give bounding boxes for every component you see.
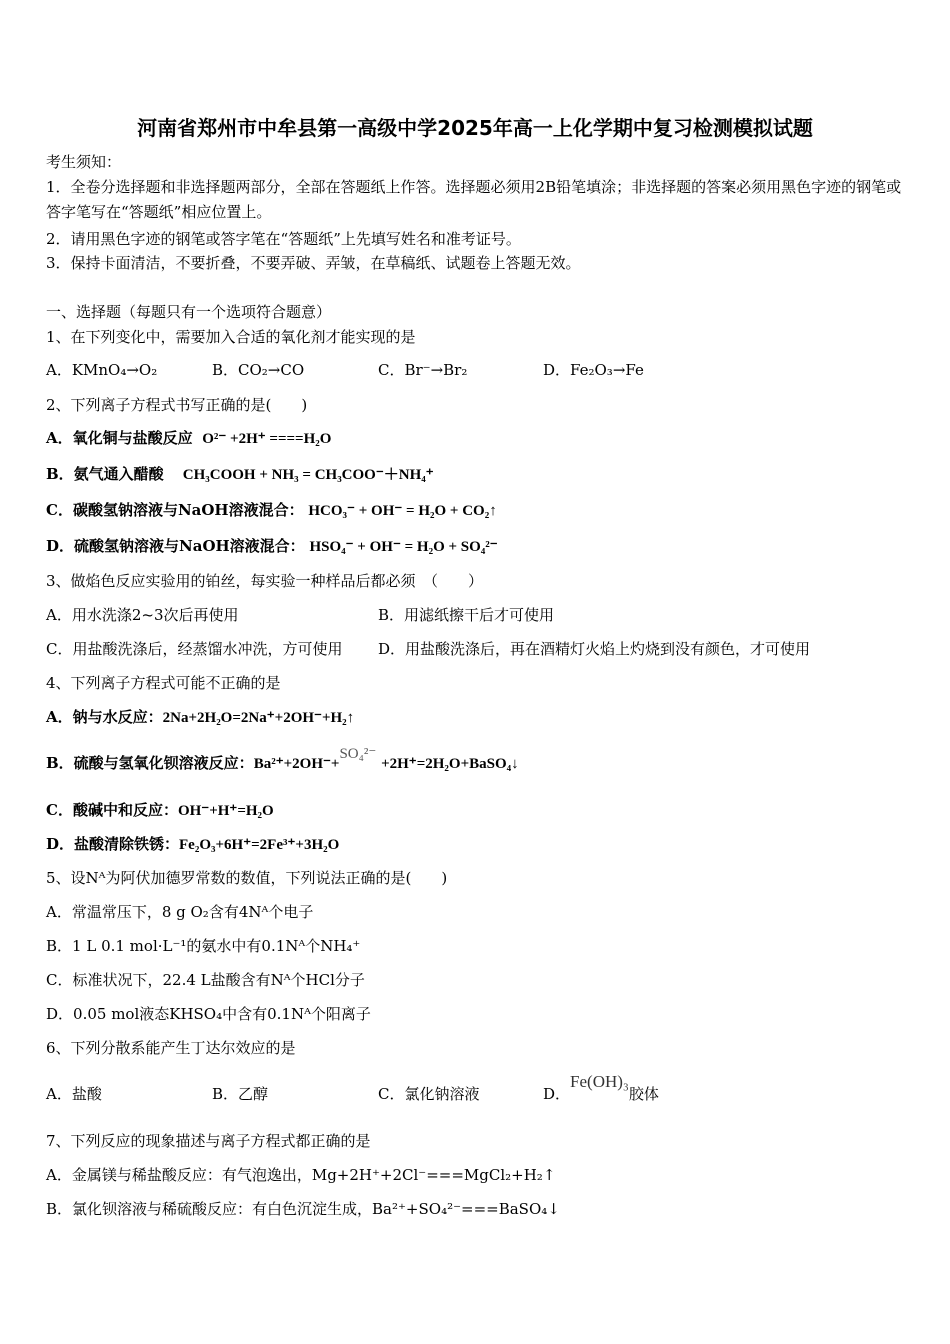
q2-b-label: B．氨气通入醋酸 xyxy=(46,465,164,483)
q4-c-label: C．酸碱中和反应： xyxy=(46,801,178,819)
q2-option-b xyxy=(46,464,434,485)
q2-a-label: A．氧化铜与盐酸反应 xyxy=(46,429,193,447)
notice-item-2: 2．请用黑色字迹的钢笔或答字笔在“答题纸”上先填写姓名和准考证号。 xyxy=(46,230,521,248)
q6-d-formula: Fe(OH)₃ xyxy=(570,1072,629,1091)
notice-heading: 考生须知： xyxy=(46,153,122,171)
q4-a-label: A．钠与水反应： xyxy=(46,708,163,726)
q2-option-d xyxy=(46,536,498,557)
page-title: 河南省郑州市中牟县第一高级中学2025年高一上化学期中复习检测模拟试题 xyxy=(137,116,813,140)
q3-option-b: B．用滤纸擦干后才可使用 xyxy=(378,606,555,624)
q6-option-b: B．乙醇 xyxy=(212,1085,269,1103)
notice-item-1: 1．全卷分选择题和非选择题两部分，全部在答题纸上作答。选择题必须用2B铅笔填涂；非选择题的答案必须用黑色字迹的钢笔或答字笔写在“答题纸”相应位置上。 xyxy=(46,178,902,221)
q7-stem: 7、下列反应的现象描述与离子方程式都正确的是 xyxy=(46,1132,371,1150)
q4-b-label: B．硫酸与氢氧化钡溶液反应： xyxy=(46,754,254,772)
q1-option-a: A．KMnO₄→O₂ xyxy=(46,361,158,379)
q1-option-c: C．Br⁻→Br₂ xyxy=(378,361,468,379)
q2-c-equation: HCO₃⁻ + OH⁻ = H₂O + CO₂↑ xyxy=(308,503,497,519)
q4-option-b xyxy=(46,746,519,774)
q1-option-d: D．Fe₂O₃→Fe xyxy=(543,361,644,379)
q4-b-equation-part1: Ba²⁺+2OH⁻+ xyxy=(253,756,340,772)
q6-option-d xyxy=(543,1072,659,1104)
q2-b-equation: CH₃COOH + NH₃ = CH₃COO⁻＋NH₄⁺ xyxy=(182,467,434,483)
section-heading: 一、选择题（每题只有一个选项符合题意） xyxy=(46,303,332,321)
q3-stem: 3、做焰色反应实验用的铂丝，每实验一种样品后都必须 （ ） xyxy=(46,572,484,590)
q4-a-equation: 2Na+2H₂O=2Na⁺+2OH⁻+H₂↑ xyxy=(162,710,355,726)
q5-option-b: B．1 L 0.1 mol·L⁻¹的氨水中有0.1Nᴬ个NH₄⁺ xyxy=(46,937,361,955)
q4-stem: 4、下列离子方程式可能不正确的是 xyxy=(46,674,281,692)
q2-d-equation: HSO₄⁻ + OH⁻ = H₂O + SO₄²⁻ xyxy=(309,539,498,555)
q6-option-c: C．氯化钠溶液 xyxy=(378,1085,480,1103)
q4-option-a xyxy=(46,707,354,728)
q4-c-equation: OH⁻+H⁺=H₂O xyxy=(177,803,274,819)
q2-stem: 2、下列离子方程式书写正确的是( ) xyxy=(46,396,308,414)
q3-option-d: D．用盐酸洗涤后，再在酒精灯火焰上灼烧到没有颜色，才可使用 xyxy=(378,640,811,658)
q4-option-c xyxy=(46,800,274,821)
q6-d-suffix: 胶体 xyxy=(628,1085,659,1103)
notice-item-3: 3．保持卡面清洁，不要折叠，不要弄破、弄皱，在草稿纸、试题卷上答题无效。 xyxy=(46,254,581,272)
q7-option-a: A．金属镁与稀盐酸反应：有气泡逸出，Mg+2H⁺+2Cl⁻===MgCl₂+H₂↑ xyxy=(46,1166,556,1184)
q4-b-equation-part2: +2H⁺=2H₂O+BaSO₄↓ xyxy=(381,756,519,772)
q2-option-a xyxy=(46,428,331,449)
q2-c-label: C．碳酸氢钠溶液与NaOH溶液混合： xyxy=(46,501,304,519)
q4-d-label: D．盐酸清除铁锈： xyxy=(46,835,180,853)
q4-b-sulfate-ion: SO₄²⁻ xyxy=(339,746,377,762)
q6-option-a: A．盐酸 xyxy=(46,1085,102,1103)
q2-option-c xyxy=(46,500,497,521)
q4-option-d xyxy=(46,834,339,855)
q5-stem: 5、设Nᴬ为阿伏加德罗常数的数值，下列说法正确的是( ) xyxy=(46,869,448,887)
q3-option-c: C．用盐酸洗涤后，经蒸馏水冲洗，方可使用 xyxy=(46,640,343,658)
q5-option-d: D．0.05 mol液态KHSO₄中含有0.1Nᴬ个阳离子 xyxy=(46,1005,371,1023)
q5-option-c: C．标准状况下，22.4 L盐酸含有Nᴬ个HCl分子 xyxy=(46,971,365,989)
q6-d-label: D． xyxy=(543,1085,571,1103)
q2-d-label: D．硫酸氢钠溶液与NaOH溶液混合： xyxy=(46,537,305,555)
q7-option-b: B．氯化钡溶液与稀硫酸反应：有白色沉淀生成，Ba²⁺+SO₄²⁻===BaSO₄↓ xyxy=(46,1200,560,1218)
q1-option-b: B．CO₂→CO xyxy=(212,361,305,379)
q2-a-equation: O²⁻ +2H⁺ ====H₂O xyxy=(202,431,332,447)
q5-option-a: A．常温常压下，8 g O₂含有4Nᴬ个电子 xyxy=(46,903,314,921)
q1-stem: 1、在下列变化中，需要加入合适的氧化剂才能实现的是 xyxy=(46,328,416,346)
q6-stem: 6、下列分散系能产生丁达尔效应的是 xyxy=(46,1039,296,1057)
q4-d-equation: Fe₂O₃+6H⁺=2Fe³⁺+3H₂O xyxy=(179,837,340,853)
q3-option-a: A．用水洗涤2~3次后再使用 xyxy=(46,606,239,624)
